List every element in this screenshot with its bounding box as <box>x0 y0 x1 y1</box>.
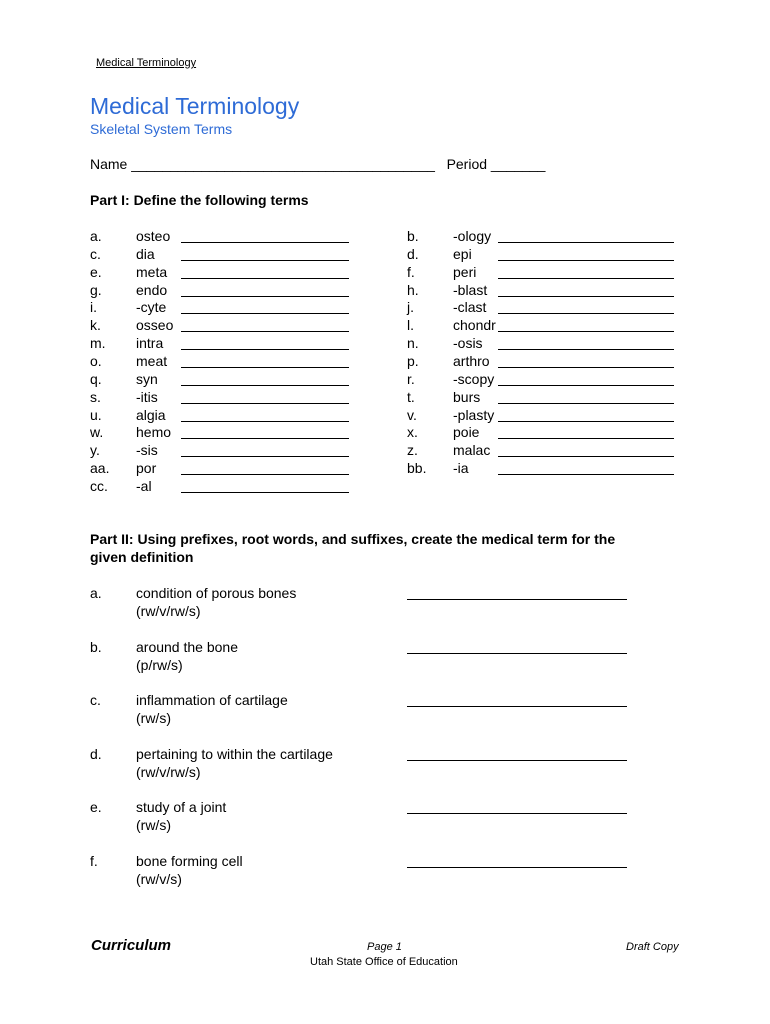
term-letter: b. <box>407 228 419 244</box>
term-row <box>407 335 674 353</box>
term-letter: s. <box>90 388 101 405</box>
term-word: epi <box>453 245 472 262</box>
answer-blank-line[interactable] <box>181 331 349 332</box>
term-word: -scopy <box>453 370 495 387</box>
term-letter: m. <box>90 335 106 352</box>
term-word: malac <box>453 442 491 459</box>
term-letter: o. <box>90 352 102 369</box>
term-letter: i. <box>90 299 97 316</box>
term-letter: e. <box>90 263 102 280</box>
term-word: burs <box>453 388 481 405</box>
term-letter: k. <box>90 317 101 334</box>
answer-blank-line[interactable] <box>498 296 674 297</box>
answer-blank-line[interactable] <box>181 278 349 279</box>
definition-item <box>90 746 650 782</box>
definition-text: pertaining to within the cartilage <box>136 745 333 762</box>
term-letter: x. <box>407 424 418 441</box>
term-word: poie <box>453 424 480 441</box>
term-word: algia <box>136 406 166 423</box>
answer-blank-line[interactable] <box>498 385 674 386</box>
answer-blank-line[interactable] <box>498 421 674 422</box>
term-word: -clast <box>453 299 487 316</box>
term-letter: l. <box>407 317 414 334</box>
term-row <box>90 228 349 246</box>
answer-blank-line[interactable] <box>498 331 674 332</box>
term-row <box>90 407 349 425</box>
definition-text: inflammation of cartilage <box>136 692 288 708</box>
answer-blank-line[interactable] <box>181 367 349 368</box>
definition-letter: e. <box>90 799 102 815</box>
term-letter: a. <box>90 228 102 244</box>
term-row <box>90 478 349 496</box>
term-letter: j. <box>407 299 414 316</box>
term-row <box>407 460 674 478</box>
term-row <box>90 371 349 389</box>
answer-blank-line[interactable] <box>181 492 349 493</box>
definition-item <box>90 585 650 621</box>
definition-hint: (rw/s) <box>136 710 171 726</box>
definition-text: bone forming cell <box>136 852 243 869</box>
term-row <box>407 407 674 425</box>
footer-draft-label: Draft Copy <box>626 941 679 953</box>
answer-blank-line[interactable] <box>498 438 674 439</box>
footer-page-number: Page 1 <box>367 941 402 953</box>
answer-blank-line[interactable] <box>498 474 674 475</box>
answer-blank-line[interactable] <box>181 313 349 314</box>
term-row <box>90 353 349 371</box>
term-letter: w. <box>90 424 104 441</box>
term-word: -plasty <box>453 406 495 423</box>
answer-blank-line[interactable] <box>407 867 627 868</box>
term-word: -blast <box>453 281 488 298</box>
answer-blank-line[interactable] <box>407 599 627 600</box>
term-word: endo <box>136 281 168 298</box>
definition-text: condition of porous bones <box>136 585 297 601</box>
term-word: meta <box>136 263 168 280</box>
term-letter: f. <box>407 263 415 280</box>
term-letter: y. <box>90 442 100 459</box>
answer-blank-line[interactable] <box>498 367 674 368</box>
part2-title-line1: Part II: Using prefixes, root words, and suffixes, create the medical term for the <box>90 531 616 547</box>
definition-text: around the bone <box>136 638 238 655</box>
answer-blank-line[interactable] <box>181 438 349 439</box>
term-row <box>407 264 674 282</box>
term-word: dia <box>136 245 155 262</box>
definition-letter: a. <box>90 585 102 601</box>
answer-blank-line[interactable] <box>498 349 674 350</box>
term-word: -ology <box>453 228 492 244</box>
answer-blank-line[interactable] <box>181 385 349 386</box>
term-letter: bb. <box>407 460 427 477</box>
term-letter: v. <box>407 406 417 423</box>
term-word: peri <box>453 263 477 280</box>
term-letter: c. <box>90 245 101 262</box>
name-period-line: Name _______________________________________ Period _______ <box>90 156 546 172</box>
term-letter: d. <box>407 245 419 262</box>
page-title: Medical Terminology <box>90 93 300 119</box>
term-letter: p. <box>407 352 419 369</box>
definition-hint: (rw/s) <box>136 817 171 833</box>
part2-title-line2: given definition <box>90 549 194 565</box>
definition-letter: d. <box>90 745 102 762</box>
answer-blank-line[interactable] <box>407 813 627 814</box>
term-word: -osis <box>453 335 483 352</box>
term-word: -sis <box>136 442 158 459</box>
term-row <box>407 442 674 460</box>
footer-curriculum: Curriculum <box>91 937 172 954</box>
term-letter: h. <box>407 281 419 298</box>
answer-blank-line[interactable] <box>181 403 349 404</box>
term-row <box>90 299 349 317</box>
definition-text: study of a joint <box>136 799 227 815</box>
term-row <box>407 371 674 389</box>
answer-blank-line[interactable] <box>407 653 627 654</box>
definition-letter: f. <box>90 852 98 869</box>
term-word: osteo <box>136 228 171 244</box>
header-link: Medical Terminology <box>96 57 197 69</box>
term-row <box>407 282 674 300</box>
term-letter: z. <box>407 442 418 459</box>
definition-hint: (rw/v/s) <box>136 870 182 887</box>
answer-blank-line[interactable] <box>181 421 349 422</box>
term-letter: t. <box>407 388 415 405</box>
term-row <box>90 264 349 282</box>
term-row <box>407 299 674 317</box>
answer-blank-line[interactable] <box>498 403 674 404</box>
definition-item <box>90 692 650 728</box>
answer-blank-line[interactable] <box>498 456 674 457</box>
term-row <box>90 282 349 300</box>
term-letter: u. <box>90 406 102 423</box>
answer-blank-line[interactable] <box>407 706 627 707</box>
term-word: meat <box>136 352 168 369</box>
part1-title: Part I: Define the following terms <box>90 192 309 208</box>
answer-blank-line[interactable] <box>407 760 627 761</box>
answer-blank-line[interactable] <box>498 260 674 261</box>
answer-blank-line[interactable] <box>498 278 674 279</box>
term-row <box>90 424 349 442</box>
definition-item <box>90 639 650 675</box>
term-word: intra <box>136 335 164 352</box>
definition-letter: c. <box>90 692 101 708</box>
term-row <box>407 353 674 371</box>
term-word: -itis <box>136 388 158 405</box>
page-subtitle: Skeletal System Terms <box>90 121 233 137</box>
term-letter: n. <box>407 335 419 352</box>
term-word: -al <box>136 477 152 494</box>
term-word: arthro <box>453 352 490 369</box>
definition-hint: (rw/v/rw/s) <box>136 603 201 619</box>
definition-hint: (p/rw/s) <box>136 656 183 673</box>
term-word: -ia <box>453 460 469 477</box>
answer-blank-line[interactable] <box>181 349 349 350</box>
term-row <box>90 442 349 460</box>
term-word: hemo <box>136 424 172 441</box>
footer-organization: Utah State Office of Education <box>310 956 458 968</box>
term-row <box>407 424 674 442</box>
answer-blank-line[interactable] <box>181 296 349 297</box>
definition-hint: (rw/v/rw/s) <box>136 763 201 780</box>
term-letter: q. <box>90 370 102 387</box>
term-row <box>90 317 349 335</box>
term-row <box>407 389 674 407</box>
term-row <box>90 246 349 264</box>
definition-item <box>90 853 650 889</box>
term-word: chondr <box>453 317 496 334</box>
definition-letter: b. <box>90 638 102 655</box>
term-word: syn <box>136 370 158 387</box>
term-row <box>407 228 674 246</box>
answer-blank-line[interactable] <box>181 474 349 475</box>
term-row <box>90 335 349 353</box>
answer-blank-line[interactable] <box>181 242 349 243</box>
term-letter: r. <box>407 370 415 387</box>
term-word: -cyte <box>136 299 167 316</box>
term-row <box>407 317 674 335</box>
term-word: osseo <box>136 317 174 334</box>
term-row <box>407 246 674 264</box>
term-letter: aa. <box>90 460 110 477</box>
term-letter: g. <box>90 281 102 298</box>
definition-item <box>90 799 650 835</box>
answer-blank-line[interactable] <box>181 260 349 261</box>
term-row <box>90 389 349 407</box>
term-word: por <box>136 460 157 477</box>
term-letter: cc. <box>90 477 108 494</box>
term-row <box>90 460 349 478</box>
answer-blank-line[interactable] <box>181 456 349 457</box>
answer-blank-line[interactable] <box>498 313 674 314</box>
answer-blank-line[interactable] <box>498 242 674 243</box>
